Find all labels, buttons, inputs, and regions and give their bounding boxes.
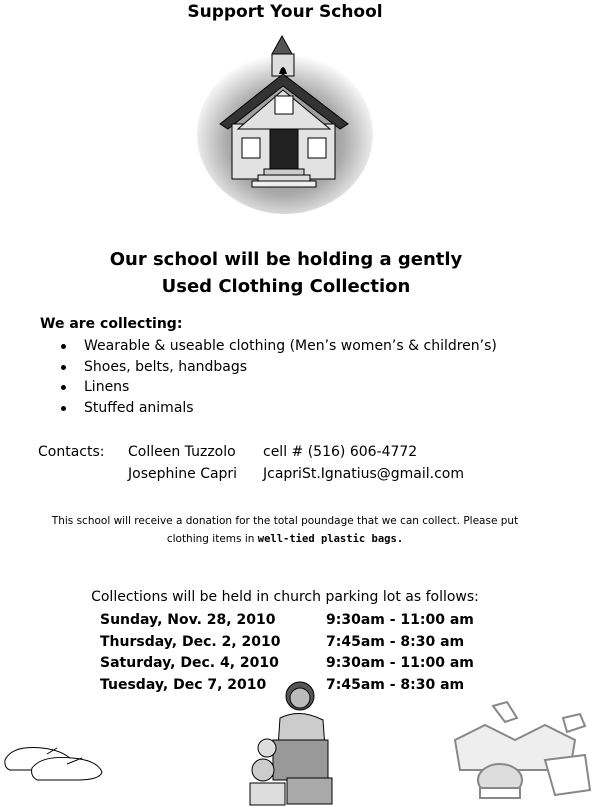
collecting-list bbox=[58, 336, 497, 418]
schedule-intro: Collections will be held in church parking lot as follows: bbox=[91, 589, 479, 605]
schedule-time: 9:30am - 11:00 am bbox=[326, 655, 474, 671]
collecting-heading: We are collecting: bbox=[40, 316, 183, 332]
schedule-time: 7:45am - 8:30 am bbox=[326, 676, 465, 693]
notice-text: clothing items in bbox=[166, 533, 255, 545]
schoolhouse-illustration bbox=[190, 34, 380, 224]
schedule-day: Sunday, Nov. 28, 2010 bbox=[100, 612, 276, 628]
contact-info: JcapriSt.Ignatius@gmail.com bbox=[263, 466, 465, 482]
headline-line-1: Our school will be holding a gently bbox=[109, 249, 463, 270]
list-item: Linens bbox=[58, 377, 497, 398]
shoes-illustration bbox=[2, 740, 107, 785]
contacts-label: Contacts: bbox=[38, 444, 105, 460]
flyer-title: Support Your School bbox=[187, 2, 383, 22]
contact-info: cell # (516) 606-4772 bbox=[263, 444, 418, 460]
contact-name: Josephine Capri bbox=[128, 466, 238, 482]
notice-line-1: This school will receive a donation for the total poundage that we can collect. Please put bbox=[51, 515, 519, 527]
winter-clothing-illustration bbox=[445, 700, 595, 800]
list-item: Shoes, belts, handbags bbox=[58, 357, 497, 378]
notice-line-2 bbox=[40, 530, 530, 548]
schedule-day: Thursday, Dec. 2, 2010 bbox=[100, 633, 281, 650]
donation-notice bbox=[40, 512, 530, 548]
list-item: Wearable & useable clothing (Men’s women’s & children’s) bbox=[58, 336, 497, 357]
headline bbox=[0, 246, 572, 300]
list-item: Stuffed animals bbox=[58, 398, 497, 419]
schedule-time: 7:45am - 8:30 am bbox=[326, 633, 465, 650]
schedule-time: 9:30am - 11:00 am bbox=[326, 612, 474, 628]
schedule-day: Tuesday, Dec 7, 2010 bbox=[100, 676, 267, 693]
person-with-box-illustration bbox=[245, 678, 340, 807]
contact-name: Colleen Tuzzolo bbox=[128, 444, 236, 460]
headline-line-2: Used Clothing Collection bbox=[161, 276, 411, 297]
notice-emphasis: well-tied plastic bags. bbox=[257, 533, 404, 545]
schedule-day: Saturday, Dec. 4, 2010 bbox=[100, 655, 279, 671]
